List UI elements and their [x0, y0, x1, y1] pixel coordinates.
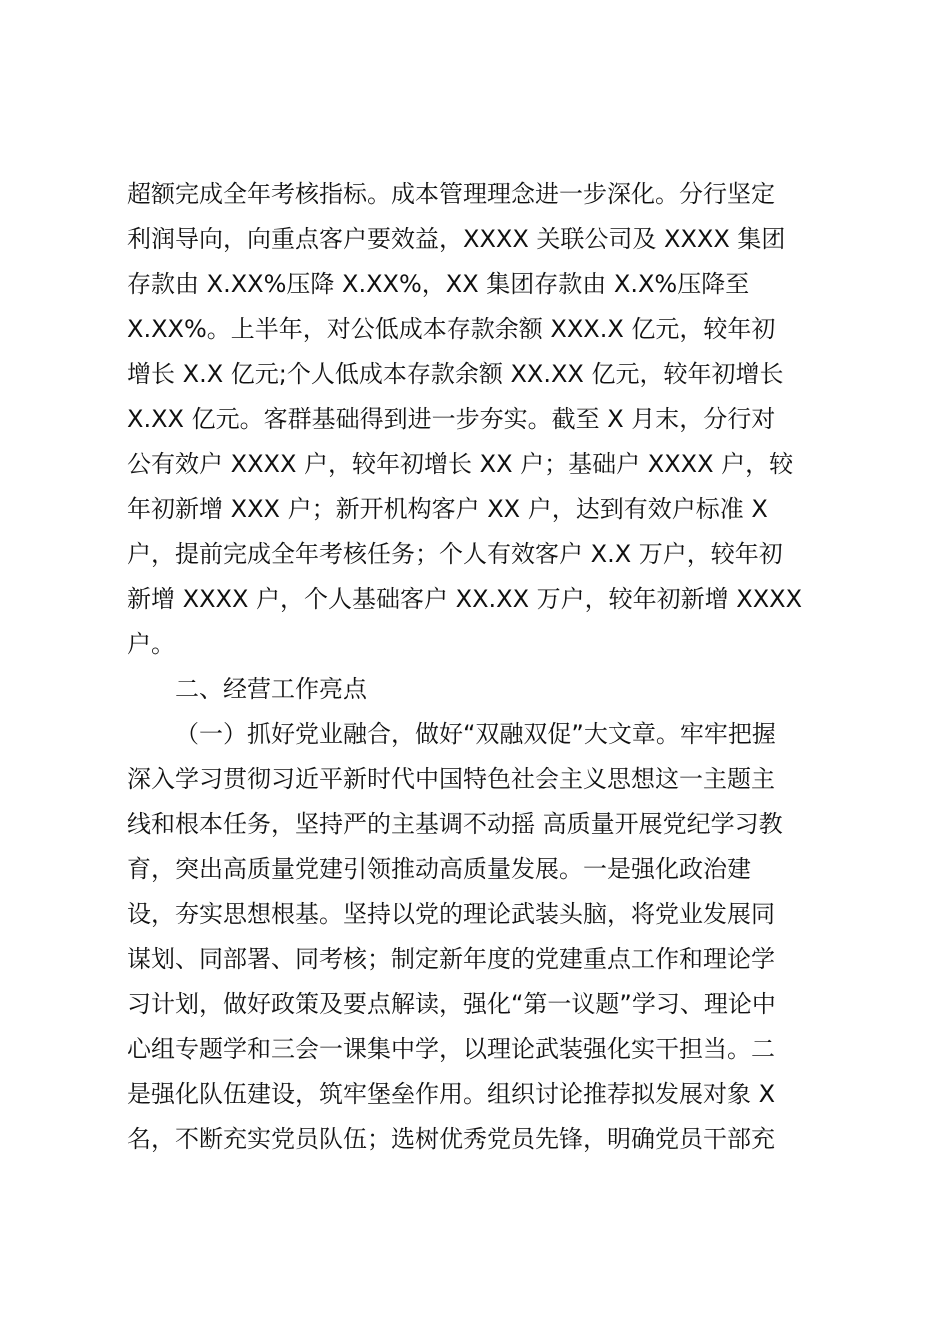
text-line: 年初新增 XXX 户；新开机构客户 XX 户，达到有效户标准 X: [127, 495, 768, 523]
text-line: X.XX%。上半年，对公低成本存款余额 XXX.X 亿元，较年初: [127, 315, 776, 343]
text-line: 利润导向，向重点客户要效益，XXXX 关联公司及 XXXX 集团: [127, 225, 786, 253]
text-line: 超额完成全年考核指标。成本管理理念进一步深化。分行坚定: [127, 180, 775, 208]
text-line: 设，夯实思想根基。坚持以党的理论武装头脑，将党业发展同: [127, 900, 775, 928]
text-line: 线和根本任务，坚持严的主基调不动摇 高质量开展党纪学习教: [127, 810, 783, 838]
text-line: 新增 XXXX 户，个人基础客户 XX.XX 万户，较年初新增 XXXX: [127, 585, 803, 613]
document-body: [127, 172, 827, 1162]
text-line: 深入学习贯彻习近平新时代中国特色社会主义思想这一主题主: [127, 765, 775, 793]
text-line: 育，突出高质量党建引领推动高质量发展。一是强化政治建: [127, 855, 751, 883]
text-line: 增长 X.X 亿元;个人低成本存款余额 XX.XX 亿元，较年初增长: [127, 360, 784, 388]
text-line: 公有效户 XXXX 户，较年初增长 XX 户；基础户 XXXX 户，较: [127, 450, 794, 478]
text-line: 存款由 X.XX%压降 X.XX%，XX 集团存款由 X.X%压降至: [127, 270, 750, 298]
text-line: （一）抓好党业融合，做好“双融双促”大文章。牢牢把握: [175, 720, 776, 748]
text-line: 习计划，做好政策及要点解读，强化“第一议题”学习、理论中: [127, 990, 776, 1018]
text-line: X.XX 亿元。客群基础得到进一步夯实。截至 X 月末，分行对: [127, 405, 776, 433]
paragraph-performance: [127, 172, 827, 667]
text-line: 名，不断充实党员队伍；选树优秀党员先锋，明确党员干部充: [127, 1125, 775, 1153]
text-line: 户。: [127, 630, 175, 658]
text-line: 谋划、同部署、同考核；制定新年度的党建重点工作和理论学: [127, 945, 775, 973]
paragraph-party-integration: [127, 712, 827, 1162]
text-line: 是强化队伍建设，筑牢堡垒作用。组织讨论推荐拟发展对象 X: [127, 1080, 776, 1108]
section-heading: 二、经营工作亮点: [175, 675, 367, 703]
text-line: 户，提前完成全年考核任务；个人有效客户 X.X 万户，较年初: [127, 540, 783, 568]
text-line: 心组专题学和三会一课集中学，以理论武装强化实干担当。二: [127, 1035, 775, 1063]
